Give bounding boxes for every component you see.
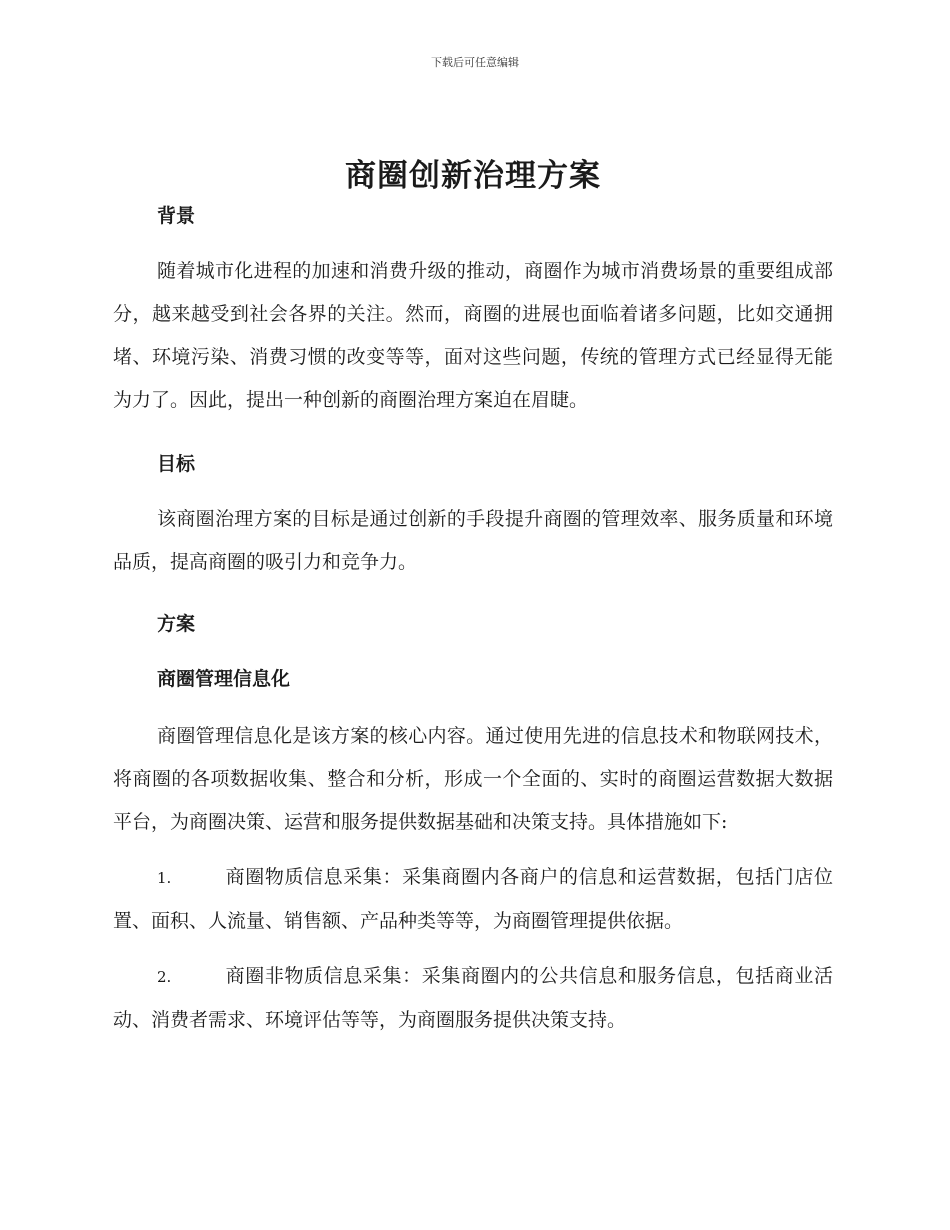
- list-item-1: [113, 856, 833, 943]
- list-number: 1.: [157, 869, 172, 887]
- document-body: [113, 150, 833, 1042]
- document-title: 商圈创新治理方案: [345, 158, 601, 194]
- list-text: 商圈物质信息采集：采集商圈内各商户的信息和运营数据，包括门店位置、面积、人流量、销售额、产品种类等等，为商圈管理提供依据。: [113, 866, 833, 932]
- list-text: 商圈非物质信息采集：采集商圈内的公共信息和服务信息，包括商业活动、消费者需求、环境评估等等，为商圈服务提供决策支持。: [113, 965, 833, 1031]
- heading-info: 商圈管理信息化: [157, 668, 291, 690]
- heading-background: 背景: [157, 205, 196, 227]
- paragraph-background: 随着城市化进程的加速和消费升级的推动，商圈作为城市消费场景的重要组成部分，越来越受到社会各界的关注。然而，商圈的进展也面临着诸多问题，比如交通拥堵、环境污染、消费习惯的改变等等，面对这些问题，传统的管理方式已经显得无能为力了。因此，提出一种创新的商圈治理方案迫在眉睫。: [113, 260, 833, 411]
- list-number: 2.: [157, 968, 172, 986]
- paragraph-goal: 该商圈治理方案的目标是通过创新的手段提升商圈的管理效率、服务质量和环境品质，提高商圈的吸引力和竞争力。: [113, 508, 833, 573]
- heading-plan: 方案: [157, 613, 196, 635]
- paragraph-info: 商圈管理信息化是该方案的核心内容。通过使用先进的信息技术和物联网技术，将商圈的各项数据收集、整合和分析，形成一个全面的、实时的商圈运营数据大数据平台，为商圈决策、运营和服务提供数据基础和决策支持。具体措施如下:: [113, 725, 833, 833]
- list-item-2: [113, 955, 833, 1042]
- heading-goal: 目标: [157, 453, 196, 475]
- header-note: 下载后可任意编辑: [431, 56, 519, 69]
